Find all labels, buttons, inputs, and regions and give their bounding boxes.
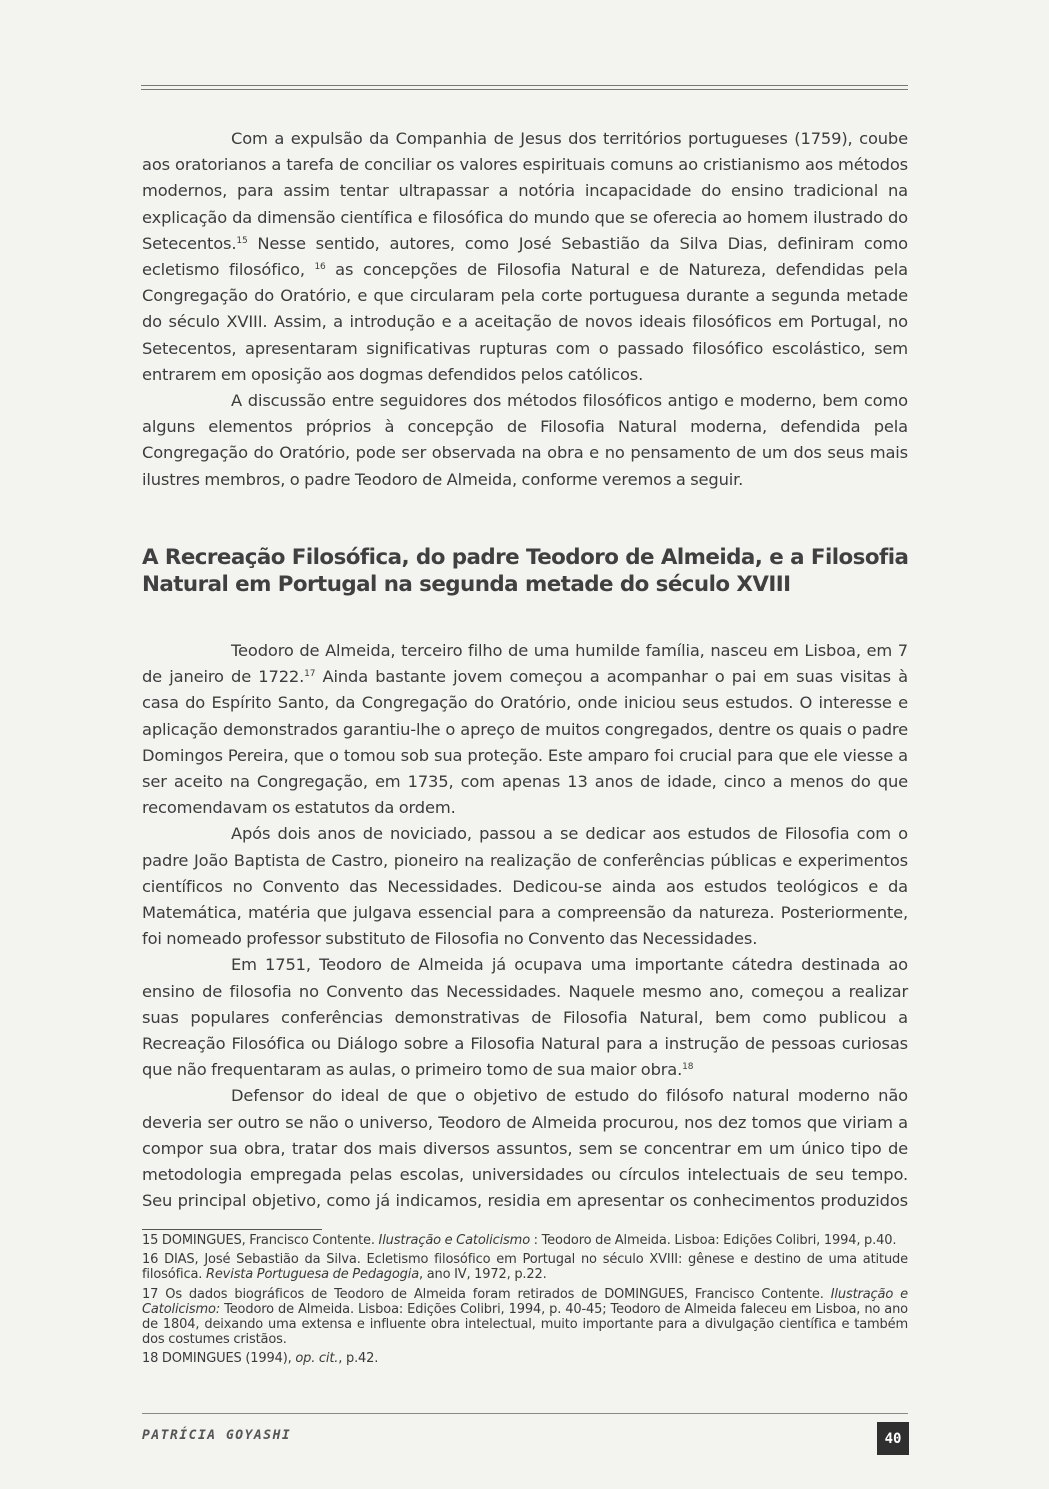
footer-rule [142, 1413, 908, 1414]
footnote-ref[interactable]: 17 [304, 669, 316, 680]
footnote-17: 17 Os dados biográficos de Teodoro de Almeida foram retirados de DOMINGUES, Francisco Contente. Ilustração e Catolicismo: Teodoro de Almeida. Lisboa: Edições Colibri, 1994, p. 40-45; Teodoro de Almeida faleceu em Lisboa, no ano de 1804, deixando uma extensa e influente obra intelectual, muito importante para a divulgação científica e também dos costumes cristãos. [142, 1286, 908, 1348]
header-rule-1 [141, 85, 908, 86]
paragraph: Com a expulsão da Companhia de Jesus dos territórios portugueses (1759), coube aos oratorianos a tarefa de conciliar os valores espirituais comuns ao cristianismo aos métodos modernos, para assim tentar ultrapassar a notória incapacidade do ensino tradicional na explicação da dimensão científica e filosófica do mundo que se oferecia ao homem ilustrado do Setecentos.$^{15}$ Nesse sentido, autores, como José Sebastião da Silva Dias, definiram como ecletismo filosófico, $^{16}$ as concepções de Filosofia Natural e de Natureza, defendidas pela Congregação do Oratório, e que circularam pela corte portuguesa durante a segunda metade do século XVIII. Assim, a introdução e a aceitação de novos ideais filosóficos em Portugal, no Setecentos, apresentaram significativas rupturas com o passado filosófico escolástico, sem entrarem em oposição aos dogmas defendidos pelos católicos. [142, 129, 909, 384]
footer-author: PATRÍCIA GOYASHI [142, 1428, 292, 1443]
section-heading: A Recreação Filosófica, do padre Teodoro de Almeida, e a Filosofia Natural em Portugal na segunda metade do século XVIII [142, 545, 909, 597]
footnote-ref[interactable]: 15 [236, 235, 248, 246]
paragraph: Em 1751, Teodoro de Almeida já ocupava uma importante cátedra destinada ao ensino de filosofia no Convento das Necessidades. Naquele mesmo ano, começou a realizar suas populares conferências demonstrativas de Filosofia Natural, bem como publicou a Recreação Filosófica ou Diálogo sobre a Filosofia Natural para a instrução de pessoas curiosas que não frequentaram as aulas, o primeiro tomo de sua maior obra.$^{18}$ [142, 955, 908, 1080]
body-text-bottom [142, 638, 908, 1214]
footnote-16: 16 DIAS, José Sebastião da Silva. Ecletismo filosófico em Portugal no século XVIII: gênese e destino de uma atitude filosófica. Revista Portuguesa de Pedagogia, ano IV, 1972, p.22. [142, 1252, 908, 1283]
page-number: 40 [877, 1422, 909, 1455]
header-rule-2 [141, 89, 908, 90]
body-text-top [142, 126, 908, 493]
footnote-ref[interactable]: 18 [682, 1062, 694, 1073]
footnotes [142, 1233, 908, 1371]
paragraph: A discussão entre seguidores dos métodos filosóficos antigo e moderno, bem como alguns elementos próprios à concepção de Filosofia Natural moderna, defendida pela Congregação do Oratório, pode ser observada na obra e no pensamento de um dos seus mais ilustres membros, o padre Teodoro de Almeida, conforme veremos a seguir. [142, 391, 908, 489]
paragraph: Defensor do ideal de que o objetivo de estudo do filósofo natural moderno não deveria ser outro se não o universo, Teodoro de Almeida procurou, nos dez tomos que viriam a compor sua obra, tratar dos mais diversos assuntos, sem se concentrar em um único tipo de metodologia empregada pelas escolas, universidades ou círculos intelectuais de seu tempo. Seu principal objetivo, como já indicamos, residia em apresentar os conhecimentos produzidos [142, 1086, 908, 1211]
footnote-18: 18 DOMINGUES (1994), op. cit., p.42. [142, 1351, 379, 1367]
footnote-separator [142, 1229, 322, 1230]
paragraph: Teodoro de Almeida, terceiro filho de uma humilde família, nasceu em Lisboa, em 7 de janeiro de 1722.17 Ainda bastante jovem começou a acompanhar o pai em suas visitas à casa do Espírito Santo, da Congregação do Oratório, onde iniciou seus estudos. O interesse e aplicação demonstrados garantiu-lhe o apreço de muitos congregados, dentre os quais o padre Domingos Pereira, que o tomou sob sua proteção. Este amparo foi crucial para que ele viesse a ser aceito na Congregação, em 1735, com apenas 13 anos de idade, cinco a menos do que recomendavam os estatutos da ordem. [142, 641, 908, 818]
footnote-ref[interactable]: 16 [314, 262, 326, 273]
footnote-15: 15 DOMINGUES, Francisco Contente. Ilustração e Catolicismo : Teodoro de Almeida. Lisboa: Edições Colibri, 1994, p.40. [142, 1233, 897, 1248]
paragraph: Após dois anos de noviciado, passou a se dedicar aos estudos de Filosofia com o padre João Baptista de Castro, pioneiro na realização de conferências públicas e experimentos científicos no Convento das Necessidades. Dedicou-se ainda aos estudos teológicos e da Matemática, matéria que julgava essencial para a compreensão da natureza. Posteriormente, foi nomeado professor substituto de Filosofia no Convento das Necessidades. [142, 824, 908, 949]
